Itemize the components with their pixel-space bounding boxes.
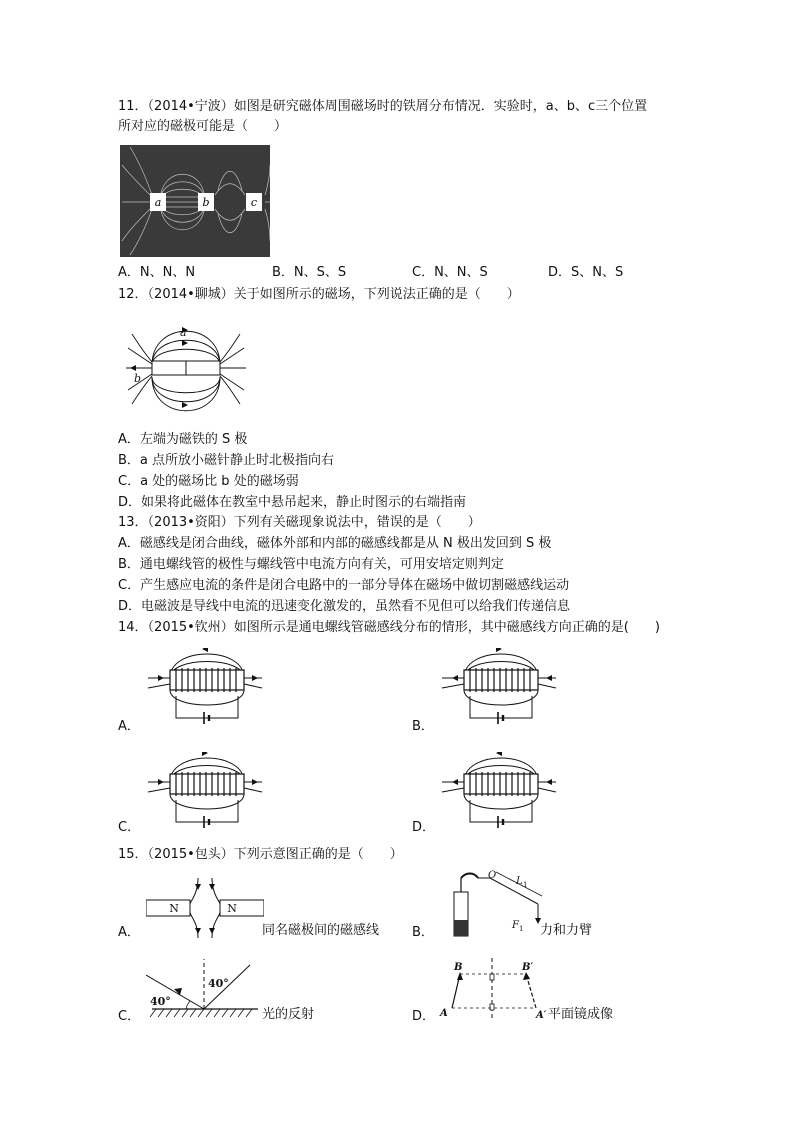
- q15-b-label-f: F: [512, 920, 519, 931]
- q14-option-c-label: C．: [118, 820, 141, 835]
- q15-option-d-label: D．: [412, 1009, 436, 1024]
- q14-solenoid-figure-c: [146, 752, 264, 828]
- q11-label-c: c: [250, 196, 258, 209]
- q15-figure-a-like-poles: [146, 876, 264, 938]
- q15-b-label-f-sub: 1: [519, 925, 524, 933]
- q15-d-label-a: A: [440, 1008, 448, 1019]
- q14-solenoid-figure-b: [440, 648, 558, 724]
- q12-option-b: B．a 点所放小磁针静止时北极指向右: [118, 453, 335, 468]
- q15-d-label-b-prime: B′: [522, 962, 534, 973]
- q12-label-b: b: [134, 372, 142, 385]
- q15-option-a-label: A．: [118, 925, 140, 940]
- q15-c-angle-reflect: 40°: [208, 977, 229, 990]
- q15-option-b-caption: 力和力臂: [540, 923, 593, 938]
- q14-solenoid-figure-d: [440, 752, 558, 828]
- q13-option-c: C．产生感应电流的条件是闭合电路中的一部分导体在磁场中做切割磁感线运动: [118, 578, 570, 593]
- q15-stem: 15．（2015•包头）下列示意图正确的是（ ）: [118, 847, 403, 862]
- q15-a-pole-left: N: [169, 902, 179, 915]
- q11-label-b: b: [202, 196, 210, 209]
- q15-figure-d-mirror: [436, 958, 552, 1020]
- q11-option-b: B．N、S、S: [272, 265, 347, 280]
- q14-option-a-label: A．: [118, 719, 140, 734]
- q15-b-label-l-sub: 1: [523, 881, 528, 889]
- q11-stem-line2: 所对应的磁极可能是（ ）: [118, 119, 288, 134]
- q14-solenoid-figure-a: [146, 648, 264, 724]
- q13-option-b: B．通电螺线管的极性与螺线管中电流方向有关，可用安培定则判定: [118, 557, 504, 572]
- q15-option-c-caption: 光的反射: [262, 1007, 315, 1022]
- q15-d-label-a-prime: A′: [536, 1010, 547, 1020]
- q11-option-c: C．N、N、S: [412, 265, 488, 280]
- q15-a-pole-right: N: [227, 902, 237, 915]
- q15-option-b-label: B．: [412, 925, 434, 940]
- q15-d-label-b: B: [454, 962, 463, 973]
- q13-option-a: A．磁感线是闭合曲线，磁体外部和内部的磁感线都是从 N 极出发回到 S 极: [118, 536, 552, 551]
- q12-label-a: a: [180, 326, 187, 339]
- q14-stem: 14．（2015•钦州）如图所示是通电螺线管磁感线分布的情形，其中磁感线方向正确的是( ): [118, 620, 660, 635]
- q15-figure-c-reflection: [146, 955, 264, 1021]
- q15-c-angle-incident: 40°: [150, 995, 171, 1008]
- q12-bar-magnet-figure: [122, 310, 250, 428]
- q11-iron-filings-figure: [120, 145, 270, 257]
- q15-b-label-o: O: [488, 870, 497, 881]
- q14-option-b-label: B．: [412, 719, 434, 734]
- q12-option-d: D．如果将此磁体在教室中悬吊起来，静止时图示的右端指南: [118, 495, 467, 510]
- q15-option-a-caption: 同名磁极间的磁感线: [262, 923, 380, 938]
- q13-stem: 13．（2013•资阳）下列有关磁现象说法中，错误的是（ ）: [118, 515, 481, 530]
- q12-option-a: A．左端为磁铁的 S 极: [118, 432, 248, 447]
- q15-figure-b-lever: [446, 870, 550, 942]
- q12-stem: 12．（2014•聊城）关于如图所示的磁场，下列说法正确的是（ ）: [118, 287, 520, 302]
- q11-option-a: A．N、N、N: [118, 265, 196, 280]
- q12-option-c: C．a 处的磁场比 b 处的磁场弱: [118, 474, 299, 489]
- q15-b-label-l: L: [516, 876, 523, 887]
- q13-option-d: D．电磁波是导线中电流的迅速变化激发的，虽然看不见但可以给我们传递信息: [118, 599, 571, 614]
- q15-option-d-caption: 平面镜成像: [548, 1007, 614, 1022]
- q11-stem-line1: 11．（2014•宁波）如图是研究磁体周围磁场时的铁屑分布情况．实验时，a、b、c三个位置: [118, 99, 648, 114]
- q11-option-d: D．S、N、S: [548, 265, 624, 280]
- q11-label-a: a: [154, 196, 162, 209]
- q14-option-d-label: D．: [412, 820, 436, 835]
- q15-option-c-label: C．: [118, 1009, 141, 1024]
